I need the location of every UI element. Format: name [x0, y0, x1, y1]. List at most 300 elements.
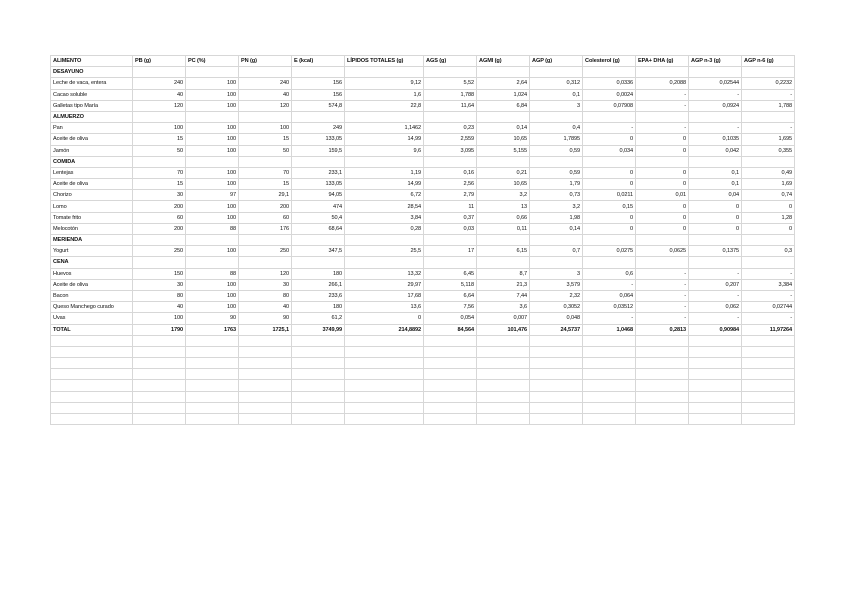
value-cell[interactable]: 1,98 — [530, 212, 583, 223]
food-name-cell[interactable] — [51, 402, 133, 413]
value-cell[interactable] — [583, 402, 636, 413]
value-cell[interactable] — [689, 358, 742, 369]
value-cell[interactable]: 10,65 — [477, 134, 530, 145]
food-name-cell[interactable]: Uvas — [51, 313, 133, 324]
value-cell[interactable]: 249 — [292, 123, 345, 134]
value-cell[interactable]: 0,2232 — [742, 78, 795, 89]
value-cell[interactable]: 100 — [186, 134, 239, 145]
value-cell[interactable]: 0,03512 — [583, 302, 636, 313]
value-cell[interactable] — [742, 156, 795, 167]
value-cell[interactable] — [477, 402, 530, 413]
value-cell[interactable]: 6,72 — [345, 190, 424, 201]
value-cell[interactable]: 3,095 — [424, 145, 477, 156]
food-name-cell[interactable]: Huevos — [51, 268, 133, 279]
value-cell[interactable] — [239, 402, 292, 413]
value-cell[interactable] — [636, 67, 689, 78]
value-cell[interactable]: 1,788 — [742, 100, 795, 111]
value-cell[interactable] — [477, 414, 530, 425]
value-cell[interactable]: 1,69 — [742, 179, 795, 190]
value-cell[interactable] — [424, 391, 477, 402]
value-cell[interactable]: 15 — [239, 134, 292, 145]
value-cell[interactable] — [292, 67, 345, 78]
value-cell[interactable]: 3,84 — [345, 212, 424, 223]
value-cell[interactable] — [583, 257, 636, 268]
value-cell[interactable]: 156 — [292, 78, 345, 89]
value-cell[interactable] — [477, 358, 530, 369]
value-cell[interactable]: 180 — [292, 302, 345, 313]
value-cell[interactable] — [345, 156, 424, 167]
value-cell[interactable]: 0,355 — [742, 145, 795, 156]
value-cell[interactable]: 8,7 — [477, 268, 530, 279]
value-cell[interactable]: 0,064 — [583, 290, 636, 301]
value-cell[interactable]: 14,99 — [345, 179, 424, 190]
value-cell[interactable]: 100 — [133, 313, 186, 324]
value-cell[interactable] — [186, 380, 239, 391]
value-cell[interactable] — [186, 402, 239, 413]
value-cell[interactable]: 0,4 — [530, 123, 583, 134]
food-name-cell[interactable] — [51, 391, 133, 402]
value-cell[interactable]: 0,007 — [477, 313, 530, 324]
value-cell[interactable] — [239, 346, 292, 357]
value-cell[interactable]: 0,0336 — [583, 78, 636, 89]
value-cell[interactable]: 1,6 — [345, 89, 424, 100]
value-cell[interactable]: 50,4 — [292, 212, 345, 223]
value-cell[interactable] — [530, 414, 583, 425]
value-cell[interactable] — [742, 67, 795, 78]
value-cell[interactable]: - — [689, 123, 742, 134]
value-cell[interactable] — [186, 346, 239, 357]
value-cell[interactable]: 0,49 — [742, 167, 795, 178]
value-cell[interactable] — [477, 335, 530, 346]
value-cell[interactable]: 40 — [239, 89, 292, 100]
column-header[interactable]: AGP n-6 (g) — [742, 56, 795, 67]
value-cell[interactable] — [689, 414, 742, 425]
value-cell[interactable]: 0,21 — [477, 167, 530, 178]
value-cell[interactable]: 7,44 — [477, 290, 530, 301]
value-cell[interactable]: 9,12 — [345, 78, 424, 89]
value-cell[interactable]: 100 — [186, 212, 239, 223]
value-cell[interactable]: 0,59 — [530, 145, 583, 156]
value-cell[interactable]: 0,23 — [424, 123, 477, 134]
value-cell[interactable]: 0,034 — [583, 145, 636, 156]
value-cell[interactable]: 84,564 — [424, 324, 477, 335]
value-cell[interactable]: 13,6 — [345, 302, 424, 313]
value-cell[interactable]: 50 — [133, 145, 186, 156]
value-cell[interactable] — [186, 391, 239, 402]
value-cell[interactable]: 2,64 — [477, 78, 530, 89]
value-cell[interactable] — [583, 346, 636, 357]
value-cell[interactable]: 0,1 — [689, 179, 742, 190]
value-cell[interactable] — [530, 156, 583, 167]
value-cell[interactable]: 70 — [133, 167, 186, 178]
value-cell[interactable]: - — [636, 313, 689, 324]
value-cell[interactable] — [345, 391, 424, 402]
value-cell[interactable] — [133, 402, 186, 413]
value-cell[interactable] — [239, 235, 292, 246]
food-name-cell[interactable]: MERIENDA — [51, 235, 133, 246]
value-cell[interactable]: 159,5 — [292, 145, 345, 156]
value-cell[interactable]: 0,048 — [530, 313, 583, 324]
value-cell[interactable]: - — [742, 89, 795, 100]
value-cell[interactable] — [583, 156, 636, 167]
value-cell[interactable] — [530, 380, 583, 391]
value-cell[interactable]: 0,1375 — [689, 246, 742, 257]
value-cell[interactable]: 0,0924 — [689, 100, 742, 111]
value-cell[interactable]: 17,68 — [345, 290, 424, 301]
value-cell[interactable]: 100 — [186, 100, 239, 111]
value-cell[interactable] — [292, 346, 345, 357]
value-cell[interactable] — [133, 335, 186, 346]
value-cell[interactable]: 28,54 — [345, 201, 424, 212]
food-name-cell[interactable]: Leche de vaca, entera — [51, 78, 133, 89]
column-header[interactable]: AGP n-3 (g) — [689, 56, 742, 67]
value-cell[interactable]: 61,2 — [292, 313, 345, 324]
value-cell[interactable] — [424, 414, 477, 425]
value-cell[interactable] — [424, 235, 477, 246]
value-cell[interactable] — [239, 414, 292, 425]
value-cell[interactable]: - — [742, 268, 795, 279]
value-cell[interactable]: 0,062 — [689, 302, 742, 313]
value-cell[interactable]: 100 — [186, 201, 239, 212]
value-cell[interactable]: 200 — [239, 201, 292, 212]
column-header[interactable]: Colesterol (g) — [583, 56, 636, 67]
food-name-cell[interactable]: Queso Manchego curado — [51, 302, 133, 313]
value-cell[interactable]: 30 — [133, 190, 186, 201]
value-cell[interactable]: 0,2088 — [636, 78, 689, 89]
value-cell[interactable]: 94,05 — [292, 190, 345, 201]
value-cell[interactable] — [636, 335, 689, 346]
value-cell[interactable] — [742, 111, 795, 122]
food-name-cell[interactable]: Aceite de oliva — [51, 134, 133, 145]
value-cell[interactable] — [636, 156, 689, 167]
value-cell[interactable] — [133, 235, 186, 246]
value-cell[interactable] — [345, 369, 424, 380]
value-cell[interactable]: - — [583, 313, 636, 324]
value-cell[interactable] — [583, 414, 636, 425]
value-cell[interactable]: 40 — [133, 89, 186, 100]
value-cell[interactable] — [424, 358, 477, 369]
value-cell[interactable]: 0,15 — [583, 201, 636, 212]
value-cell[interactable] — [186, 156, 239, 167]
value-cell[interactable] — [742, 257, 795, 268]
value-cell[interactable] — [530, 111, 583, 122]
value-cell[interactable] — [292, 111, 345, 122]
food-name-cell[interactable]: Melocotón — [51, 223, 133, 234]
value-cell[interactable] — [689, 235, 742, 246]
column-header[interactable]: E (kcal) — [292, 56, 345, 67]
value-cell[interactable]: 11,97264 — [742, 324, 795, 335]
value-cell[interactable]: 0,03 — [424, 223, 477, 234]
food-name-cell[interactable]: Bacon — [51, 290, 133, 301]
value-cell[interactable]: - — [742, 313, 795, 324]
value-cell[interactable] — [477, 380, 530, 391]
value-cell[interactable] — [636, 380, 689, 391]
value-cell[interactable]: 0,01 — [636, 190, 689, 201]
value-cell[interactable] — [477, 369, 530, 380]
value-cell[interactable]: 30 — [133, 279, 186, 290]
value-cell[interactable]: 0,1 — [530, 89, 583, 100]
value-cell[interactable]: 0,37 — [424, 212, 477, 223]
value-cell[interactable]: 2,559 — [424, 134, 477, 145]
value-cell[interactable]: 21,3 — [477, 279, 530, 290]
value-cell[interactable] — [583, 335, 636, 346]
value-cell[interactable]: 156 — [292, 89, 345, 100]
value-cell[interactable] — [292, 156, 345, 167]
value-cell[interactable] — [636, 346, 689, 357]
food-name-cell[interactable] — [51, 369, 133, 380]
value-cell[interactable] — [345, 402, 424, 413]
value-cell[interactable]: 29,1 — [239, 190, 292, 201]
value-cell[interactable]: 100 — [186, 246, 239, 257]
column-header[interactable]: PN (g) — [239, 56, 292, 67]
value-cell[interactable]: 0,2813 — [636, 324, 689, 335]
value-cell[interactable]: 2,79 — [424, 190, 477, 201]
food-name-cell[interactable]: Cacao soluble — [51, 89, 133, 100]
value-cell[interactable]: 17 — [424, 246, 477, 257]
value-cell[interactable]: 0,0625 — [636, 246, 689, 257]
value-cell[interactable] — [530, 235, 583, 246]
value-cell[interactable]: 3 — [530, 100, 583, 111]
value-cell[interactable]: 0 — [583, 212, 636, 223]
food-name-cell[interactable] — [51, 346, 133, 357]
value-cell[interactable]: 100 — [133, 123, 186, 134]
value-cell[interactable] — [742, 346, 795, 357]
value-cell[interactable]: 2,32 — [530, 290, 583, 301]
value-cell[interactable] — [133, 414, 186, 425]
value-cell[interactable]: 3,384 — [742, 279, 795, 290]
value-cell[interactable] — [689, 346, 742, 357]
value-cell[interactable] — [742, 380, 795, 391]
value-cell[interactable] — [186, 111, 239, 122]
value-cell[interactable] — [239, 369, 292, 380]
value-cell[interactable]: 233,6 — [292, 290, 345, 301]
value-cell[interactable] — [133, 358, 186, 369]
value-cell[interactable] — [530, 358, 583, 369]
value-cell[interactable] — [530, 402, 583, 413]
value-cell[interactable]: 80 — [239, 290, 292, 301]
value-cell[interactable]: 0,14 — [477, 123, 530, 134]
value-cell[interactable] — [530, 257, 583, 268]
food-name-cell[interactable]: Aceite de oliva — [51, 279, 133, 290]
value-cell[interactable]: 100 — [239, 123, 292, 134]
value-cell[interactable]: 0,3 — [742, 246, 795, 257]
value-cell[interactable]: 233,1 — [292, 167, 345, 178]
value-cell[interactable]: 0,6 — [583, 268, 636, 279]
value-cell[interactable]: 13 — [477, 201, 530, 212]
value-cell[interactable]: 11,64 — [424, 100, 477, 111]
value-cell[interactable]: 0 — [636, 134, 689, 145]
value-cell[interactable]: 200 — [133, 201, 186, 212]
value-cell[interactable] — [424, 156, 477, 167]
value-cell[interactable]: 0 — [636, 179, 689, 190]
value-cell[interactable]: 100 — [186, 89, 239, 100]
value-cell[interactable]: 0,1 — [689, 167, 742, 178]
value-cell[interactable]: 2,56 — [424, 179, 477, 190]
value-cell[interactable] — [239, 391, 292, 402]
value-cell[interactable] — [636, 111, 689, 122]
value-cell[interactable]: - — [742, 290, 795, 301]
value-cell[interactable] — [239, 358, 292, 369]
value-cell[interactable]: 25,5 — [345, 246, 424, 257]
value-cell[interactable]: 15 — [133, 179, 186, 190]
value-cell[interactable]: 40 — [239, 302, 292, 313]
value-cell[interactable]: 0,90984 — [689, 324, 742, 335]
value-cell[interactable] — [345, 111, 424, 122]
value-cell[interactable] — [636, 358, 689, 369]
value-cell[interactable] — [742, 414, 795, 425]
value-cell[interactable]: 6,64 — [424, 290, 477, 301]
value-cell[interactable] — [636, 369, 689, 380]
value-cell[interactable] — [345, 414, 424, 425]
value-cell[interactable]: 0,73 — [530, 190, 583, 201]
value-cell[interactable]: 0 — [345, 313, 424, 324]
value-cell[interactable] — [477, 391, 530, 402]
value-cell[interactable] — [477, 235, 530, 246]
value-cell[interactable]: 3 — [530, 268, 583, 279]
value-cell[interactable]: 90 — [239, 313, 292, 324]
value-cell[interactable]: 40 — [133, 302, 186, 313]
value-cell[interactable]: 1763 — [186, 324, 239, 335]
value-cell[interactable] — [186, 235, 239, 246]
value-cell[interactable] — [583, 235, 636, 246]
value-cell[interactable] — [133, 257, 186, 268]
value-cell[interactable] — [424, 257, 477, 268]
value-cell[interactable] — [239, 111, 292, 122]
value-cell[interactable]: - — [689, 268, 742, 279]
value-cell[interactable]: 1,79 — [530, 179, 583, 190]
value-cell[interactable] — [689, 67, 742, 78]
value-cell[interactable]: 3,2 — [477, 190, 530, 201]
value-cell[interactable]: 0,0024 — [583, 89, 636, 100]
value-cell[interactable] — [742, 391, 795, 402]
value-cell[interactable]: 22,8 — [345, 100, 424, 111]
value-cell[interactable] — [345, 380, 424, 391]
value-cell[interactable]: 0 — [636, 201, 689, 212]
food-name-cell[interactable] — [51, 335, 133, 346]
value-cell[interactable]: 0,16 — [424, 167, 477, 178]
value-cell[interactable]: 6,84 — [477, 100, 530, 111]
value-cell[interactable]: - — [636, 290, 689, 301]
value-cell[interactable]: 1,19 — [345, 167, 424, 178]
value-cell[interactable]: 0,74 — [742, 190, 795, 201]
value-cell[interactable] — [636, 257, 689, 268]
value-cell[interactable]: 5,155 — [477, 145, 530, 156]
value-cell[interactable]: 0,02544 — [689, 78, 742, 89]
value-cell[interactable]: - — [636, 100, 689, 111]
value-cell[interactable]: - — [583, 123, 636, 134]
value-cell[interactable]: 100 — [186, 279, 239, 290]
value-cell[interactable]: 0,02744 — [742, 302, 795, 313]
value-cell[interactable]: 60 — [133, 212, 186, 223]
value-cell[interactable]: 0 — [636, 212, 689, 223]
value-cell[interactable]: 3749,99 — [292, 324, 345, 335]
value-cell[interactable] — [742, 235, 795, 246]
value-cell[interactable]: - — [636, 123, 689, 134]
value-cell[interactable] — [292, 335, 345, 346]
value-cell[interactable]: 3,6 — [477, 302, 530, 313]
value-cell[interactable]: 0 — [689, 212, 742, 223]
column-header[interactable]: AGP (g) — [530, 56, 583, 67]
value-cell[interactable]: 0 — [689, 201, 742, 212]
value-cell[interactable] — [292, 391, 345, 402]
value-cell[interactable] — [424, 380, 477, 391]
value-cell[interactable]: 0,312 — [530, 78, 583, 89]
value-cell[interactable]: 100 — [186, 302, 239, 313]
value-cell[interactable] — [636, 235, 689, 246]
value-cell[interactable] — [689, 335, 742, 346]
food-name-cell[interactable]: Lomo — [51, 201, 133, 212]
value-cell[interactable] — [292, 369, 345, 380]
value-cell[interactable]: 1,1462 — [345, 123, 424, 134]
value-cell[interactable]: 0 — [742, 223, 795, 234]
food-name-cell[interactable]: Lentejas — [51, 167, 133, 178]
food-name-cell[interactable]: Pan — [51, 123, 133, 134]
value-cell[interactable] — [186, 67, 239, 78]
value-cell[interactable] — [345, 257, 424, 268]
value-cell[interactable] — [583, 358, 636, 369]
value-cell[interactable] — [742, 335, 795, 346]
value-cell[interactable]: 1,28 — [742, 212, 795, 223]
column-header[interactable]: AGS (g) — [424, 56, 477, 67]
value-cell[interactable] — [689, 380, 742, 391]
value-cell[interactable]: 200 — [133, 223, 186, 234]
value-cell[interactable]: 0,11 — [477, 223, 530, 234]
value-cell[interactable]: 133,05 — [292, 134, 345, 145]
food-name-cell[interactable]: DESAYUNO — [51, 67, 133, 78]
food-name-cell[interactable] — [51, 358, 133, 369]
value-cell[interactable]: 120 — [239, 268, 292, 279]
value-cell[interactable] — [292, 358, 345, 369]
value-cell[interactable]: 70 — [239, 167, 292, 178]
value-cell[interactable] — [186, 358, 239, 369]
value-cell[interactable] — [689, 369, 742, 380]
value-cell[interactable] — [689, 402, 742, 413]
value-cell[interactable]: 5,52 — [424, 78, 477, 89]
value-cell[interactable]: 0,042 — [689, 145, 742, 156]
value-cell[interactable]: 11 — [424, 201, 477, 212]
value-cell[interactable] — [583, 67, 636, 78]
value-cell[interactable]: - — [636, 302, 689, 313]
food-name-cell[interactable]: CENA — [51, 257, 133, 268]
column-header[interactable]: EPA+ DHA (g) — [636, 56, 689, 67]
value-cell[interactable] — [239, 380, 292, 391]
value-cell[interactable]: 240 — [133, 78, 186, 89]
column-header[interactable]: PC (%) — [186, 56, 239, 67]
value-cell[interactable] — [477, 346, 530, 357]
value-cell[interactable] — [424, 369, 477, 380]
value-cell[interactable]: 6,15 — [477, 246, 530, 257]
food-name-cell[interactable]: Tomate frito — [51, 212, 133, 223]
value-cell[interactable]: 176 — [239, 223, 292, 234]
value-cell[interactable]: 100 — [186, 290, 239, 301]
value-cell[interactable]: 30 — [239, 279, 292, 290]
value-cell[interactable]: 29,97 — [345, 279, 424, 290]
value-cell[interactable]: 0,28 — [345, 223, 424, 234]
value-cell[interactable] — [636, 391, 689, 402]
value-cell[interactable] — [530, 67, 583, 78]
value-cell[interactable] — [345, 67, 424, 78]
value-cell[interactable]: 474 — [292, 201, 345, 212]
value-cell[interactable] — [530, 391, 583, 402]
value-cell[interactable] — [133, 391, 186, 402]
value-cell[interactable] — [345, 346, 424, 357]
value-cell[interactable] — [424, 402, 477, 413]
value-cell[interactable]: - — [636, 268, 689, 279]
value-cell[interactable]: 0 — [636, 167, 689, 178]
value-cell[interactable]: 1,788 — [424, 89, 477, 100]
value-cell[interactable]: 0 — [583, 179, 636, 190]
value-cell[interactable]: 100 — [186, 78, 239, 89]
